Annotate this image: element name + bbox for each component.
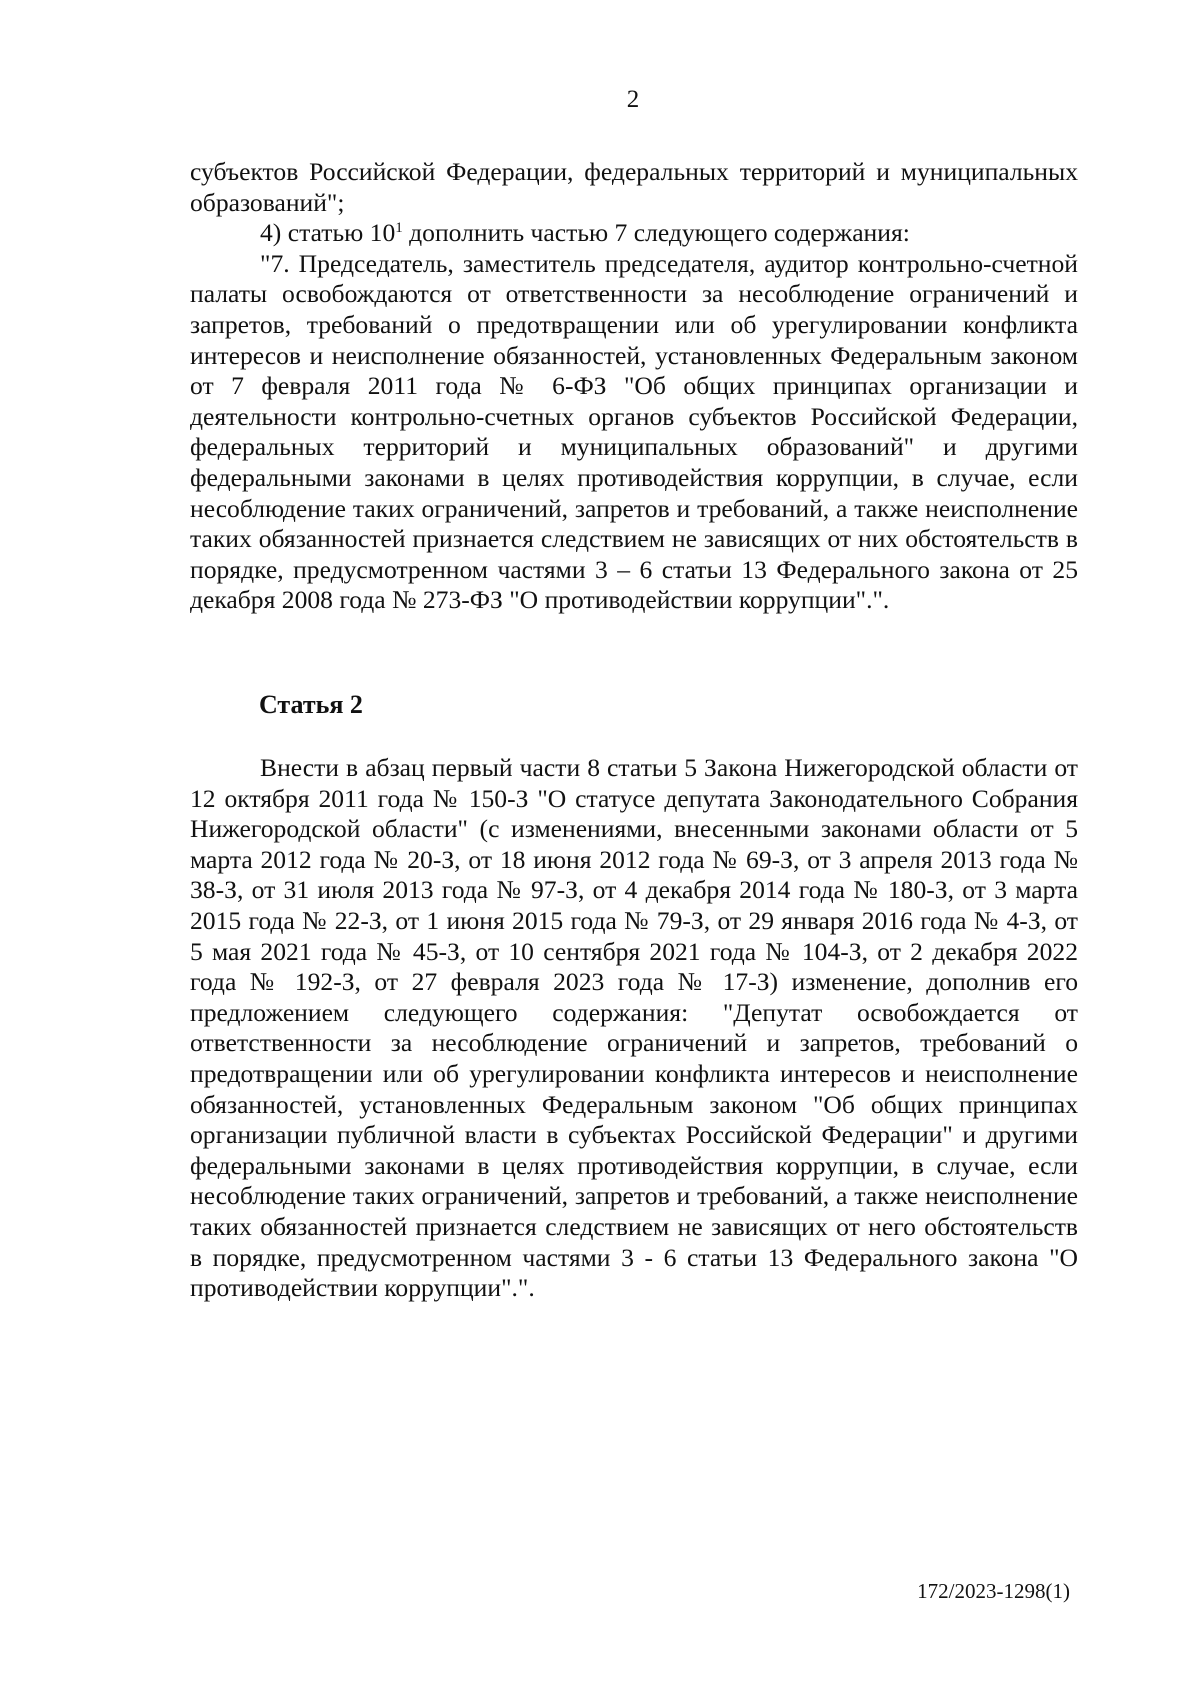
page-number: 2	[626, 86, 640, 113]
article1-continuation	[190, 157, 1078, 616]
document-code: 172/2023-1298(1)	[917, 1579, 1070, 1603]
item4-paragraph	[190, 218, 1078, 249]
item4-text-start: 4) статью 10	[260, 218, 396, 248]
article2-paragraph: Внести в абзац первый части 8 статьи 5 Закона Нижегородской области от 12 октября 2011 года № 150-З "О статусе депутата Законодательного Собрания Нижегородской области" (с изменениями, внесенными законами области от 5 марта 2012 года № 20-З, от 18 июня 2012 года № 69-З, от 3 апреля 2013 года № 38-З, от 31 июля 2013 года № 97-З, от 4 декабря 2014 года № 180-З, от 3 марта 2015 года № 22-З, от 1 июня 2015 года № 79-З, от 29 января 2016 года № 4-З, от 5 мая 2021 года № 45-З, от 10 сентября 2021 года № 104-З, от 2 декабря 2022 года № 192-З, от 27 февраля 2023 года № 17-З) изменение, дополнив его предложением следующего содержания: "Депутат освобождается от ответственности за несоблюдение ограничений и запретов, требований о предотвращении или об урегулировании конфликта интересов и неисполнение обязанностей, установленных Федеральным законом "Об общих принципах организации публичной власти в субъектах Российской Федерации" и другими федеральными законами в целях противодействия коррупции, в случае, если несоблюдение таких ограничений, запретов и требований, а также неисполнение таких обязанностей признается следствием не зависящих от него обстоятельств в порядке, предусмотренном частями 3 - 6 статьи 13 Федерального закона "О противодействии коррупции".".	[190, 753, 1078, 1303]
part7-paragraph: "7. Председатель, заместитель председателя, аудитор контрольно-счетной палаты освобождаются от ответственности за несоблюдение ограничений и запретов, требований о предотвращении или об урегулировании конфликта интересов и неисполнение обязанностей, установленных Федеральным законом от 7 февраля 2011 года № 6-ФЗ "Об общих принципах организации и деятельности контрольно-счетных органов субъектов Российской Федерации, федеральных территорий и муниципальных образований" и другими федеральными законами в целях противодействия коррупции, в случае, если несоблюдение таких ограничений, запретов и требований, а также неисполнение таких обязанностей признается следствием не зависящих от них обстоятельств в порядке, предусмотренном частями 3 – 6 статьи 13 Федерального закона от 25 декабря 2008 года № 273-ФЗ "О противодействии коррупции".".	[190, 248, 1078, 615]
article2-heading: Статья 2	[259, 690, 363, 719]
item4-text-end: дополнить частью 7 следующего содержания:	[402, 218, 910, 248]
item4-superscript: 1	[395, 220, 403, 237]
continuation-paragraph: субъектов Российской Федерации, федеральных территорий и муниципальных образований";	[190, 157, 1078, 217]
article2-body	[190, 753, 1078, 1304]
